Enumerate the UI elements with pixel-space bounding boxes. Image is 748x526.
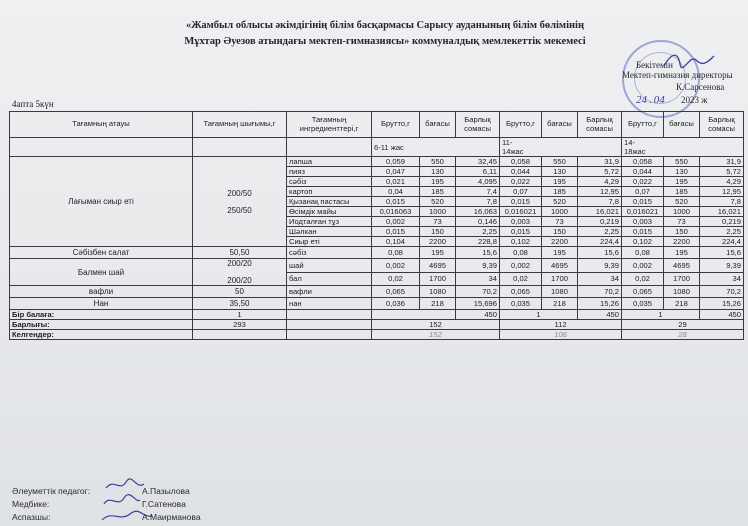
value-cell: 0,016021 bbox=[622, 207, 664, 217]
value-cell: 0,036 bbox=[372, 298, 420, 310]
value-cell: 0,08 bbox=[500, 247, 542, 259]
table-row bbox=[10, 286, 744, 298]
value-cell: 185 bbox=[664, 187, 700, 197]
summary-count: 1 bbox=[193, 310, 287, 320]
ingredient-name: Иодталған тұз bbox=[287, 217, 372, 227]
approval-day: 24 bbox=[636, 94, 647, 106]
summary-value: 112 bbox=[500, 320, 622, 330]
col-price-1: бағасы bbox=[420, 112, 456, 138]
summary-label: Келгендер: bbox=[10, 330, 193, 340]
signature-name: А.Пазылова bbox=[142, 486, 190, 496]
summary-value: 450 bbox=[456, 310, 500, 320]
col-gross-1: Брутто,г bbox=[372, 112, 420, 138]
dish-yield bbox=[193, 247, 287, 259]
value-cell: 16,021 bbox=[700, 207, 744, 217]
value-cell: 218 bbox=[542, 298, 578, 310]
summary-count: 293 bbox=[193, 320, 287, 330]
summary-total-row bbox=[10, 320, 744, 330]
value-cell: 7,8 bbox=[456, 197, 500, 207]
value-cell: 9,39 bbox=[700, 259, 744, 273]
ingredient-name: Шәлкан bbox=[287, 227, 372, 237]
value-cell: 218 bbox=[664, 298, 700, 310]
value-cell: 0,04 bbox=[372, 187, 420, 197]
value-cell: 0,003 bbox=[500, 217, 542, 227]
value-cell: 224,4 bbox=[578, 237, 622, 247]
value-cell: 195 bbox=[664, 247, 700, 259]
yield-value: 200/20 bbox=[227, 259, 252, 268]
value-cell: 1000 bbox=[420, 207, 456, 217]
summary-label: Бір балаға: bbox=[10, 310, 193, 320]
value-cell: 0,102 bbox=[500, 237, 542, 247]
value-cell: 520 bbox=[420, 197, 456, 207]
value-cell: 0,044 bbox=[622, 167, 664, 177]
value-cell: 73 bbox=[542, 217, 578, 227]
value-cell: 1700 bbox=[420, 272, 456, 286]
value-cell: 15,6 bbox=[456, 247, 500, 259]
value-cell: 6,11 bbox=[456, 167, 500, 177]
dish-name: Лағыман сиыр еті bbox=[10, 157, 193, 247]
value-cell: 16,063 bbox=[456, 207, 500, 217]
value-cell: 520 bbox=[542, 197, 578, 207]
ingredient-name: картоп bbox=[287, 187, 372, 197]
dish-yield bbox=[193, 298, 287, 310]
value-cell: 0,002 bbox=[372, 217, 420, 227]
approval-month: 04 bbox=[653, 94, 665, 106]
signature-role: Медбике: bbox=[12, 499, 50, 509]
approval-position: Мектеп-гимназия директоры bbox=[622, 70, 733, 80]
value-cell: 2,25 bbox=[700, 227, 744, 237]
summary-value: 29 bbox=[622, 320, 744, 330]
value-cell: 0,02 bbox=[372, 272, 420, 286]
value-cell: 0,035 bbox=[500, 298, 542, 310]
value-cell: 195 bbox=[664, 177, 700, 187]
value-cell: 2200 bbox=[420, 237, 456, 247]
value-cell: 16,021 bbox=[578, 207, 622, 217]
blank-cell bbox=[193, 138, 287, 157]
value-cell: 0,016063 bbox=[372, 207, 420, 217]
value-cell: 32,45 bbox=[456, 157, 500, 167]
handwritten-count: 106 bbox=[500, 330, 622, 340]
value-cell: 15,6 bbox=[578, 247, 622, 259]
yield-value: 50,50 bbox=[229, 248, 250, 257]
value-cell: 7,8 bbox=[700, 197, 744, 207]
value-cell: 4695 bbox=[664, 259, 700, 273]
value-cell: 0,015 bbox=[500, 197, 542, 207]
value-cell: 15,26 bbox=[700, 298, 744, 310]
value-cell: 1000 bbox=[664, 207, 700, 217]
value-cell: 0,065 bbox=[500, 286, 542, 298]
value-cell: 0,022 bbox=[500, 177, 542, 187]
value-cell: 0,021 bbox=[372, 177, 420, 187]
value-cell: 0,219 bbox=[700, 217, 744, 227]
yield-value: 200/50 bbox=[227, 188, 252, 198]
value-cell: 0,047 bbox=[372, 167, 420, 177]
col-price-3: бағасы bbox=[664, 112, 700, 138]
value-cell: 0,035 bbox=[622, 298, 664, 310]
summary-value: 450 bbox=[700, 310, 744, 320]
value-cell: 218 bbox=[420, 298, 456, 310]
value-cell: 0,02 bbox=[622, 272, 664, 286]
header-line-2: Мұхтар Әуезов атындағы мектеп-гимназиясы» коммуналдық мемлекеттік мекемесі bbox=[184, 36, 586, 47]
value-cell: 0,104 bbox=[372, 237, 420, 247]
col-total-3: Барлық сомасы bbox=[700, 112, 744, 138]
value-cell: 185 bbox=[420, 187, 456, 197]
yield-value: 35,50 bbox=[229, 299, 250, 308]
table-row bbox=[10, 157, 744, 167]
value-cell: 224,4 bbox=[700, 237, 744, 247]
value-cell: 520 bbox=[664, 197, 700, 207]
value-cell: 34 bbox=[578, 272, 622, 286]
blank-cell bbox=[10, 138, 193, 157]
value-cell: 130 bbox=[664, 167, 700, 177]
col-yield: Тағамның шығымы,г bbox=[193, 112, 287, 138]
value-cell: 5,72 bbox=[700, 167, 744, 177]
value-cell: 0,065 bbox=[372, 286, 420, 298]
col-gross-2: Брутто,г bbox=[500, 112, 542, 138]
age-group-label: 6-11 жас bbox=[372, 138, 500, 157]
col-price-2: бағасы bbox=[542, 112, 578, 138]
value-cell: 0,016021 bbox=[500, 207, 542, 217]
yield-value: 200/20 bbox=[227, 276, 252, 285]
menu-table bbox=[9, 111, 744, 340]
ingredient-name: сәбіз bbox=[287, 177, 372, 187]
summary-value: 450 bbox=[578, 310, 622, 320]
dish-yield bbox=[193, 259, 287, 286]
blank-cell bbox=[287, 310, 372, 320]
summary-value: 1 bbox=[500, 310, 578, 320]
value-cell: 0,015 bbox=[622, 227, 664, 237]
value-cell: 5,72 bbox=[578, 167, 622, 177]
value-cell: 0,015 bbox=[372, 227, 420, 237]
value-cell: 130 bbox=[542, 167, 578, 177]
value-cell: 195 bbox=[420, 247, 456, 259]
table-row bbox=[10, 298, 744, 310]
value-cell: 1080 bbox=[542, 286, 578, 298]
value-cell: 4,29 bbox=[578, 177, 622, 187]
value-cell: 15,26 bbox=[578, 298, 622, 310]
value-cell: 0,015 bbox=[622, 197, 664, 207]
value-cell: 15,696 bbox=[456, 298, 500, 310]
value-cell: 150 bbox=[420, 227, 456, 237]
blank-cell bbox=[287, 320, 372, 330]
table-row bbox=[10, 247, 744, 259]
value-cell: 0,102 bbox=[622, 237, 664, 247]
value-cell: 0,022 bbox=[622, 177, 664, 187]
value-cell: 31,9 bbox=[700, 157, 744, 167]
value-cell: 34 bbox=[456, 272, 500, 286]
approval-name: К.Сарсенова bbox=[676, 82, 725, 92]
approval-year: 2023 ж bbox=[681, 95, 708, 105]
blank-cell bbox=[372, 310, 456, 320]
ingredient-name: шай bbox=[287, 259, 372, 273]
value-cell: 2200 bbox=[664, 237, 700, 247]
value-cell: 0,08 bbox=[372, 247, 420, 259]
value-cell: 0,07 bbox=[500, 187, 542, 197]
director-signature bbox=[662, 50, 716, 72]
summary-arrived-row bbox=[10, 330, 744, 340]
value-cell: 4695 bbox=[420, 259, 456, 273]
value-cell: 0,02 bbox=[500, 272, 542, 286]
blank-cell bbox=[193, 330, 287, 340]
value-cell: 4,29 bbox=[700, 177, 744, 187]
yield-value: 250/50 bbox=[227, 205, 252, 215]
dish-name: Сәбізбен салат bbox=[10, 247, 193, 259]
signature-role: Аспазшы: bbox=[12, 512, 51, 522]
ingredient-name: бал bbox=[287, 272, 372, 286]
age-group-row bbox=[10, 138, 744, 157]
value-cell: 0,002 bbox=[500, 259, 542, 273]
approval-title: Бекітемін bbox=[636, 60, 673, 70]
value-cell: 2,25 bbox=[456, 227, 500, 237]
handwritten-count: 152 bbox=[372, 330, 500, 340]
dish-yield bbox=[193, 286, 287, 298]
summary-per-child-row bbox=[10, 310, 744, 320]
value-cell: 2,25 bbox=[578, 227, 622, 237]
value-cell: 195 bbox=[542, 177, 578, 187]
value-cell: 130 bbox=[420, 167, 456, 177]
value-cell: 12,95 bbox=[700, 187, 744, 197]
value-cell: 0,065 bbox=[622, 286, 664, 298]
value-cell: 550 bbox=[542, 157, 578, 167]
ingredient-name: пияз bbox=[287, 167, 372, 177]
summary-value: 152 bbox=[372, 320, 500, 330]
value-cell: 0,044 bbox=[500, 167, 542, 177]
value-cell: 4,095 bbox=[456, 177, 500, 187]
value-cell: 550 bbox=[420, 157, 456, 167]
table-row bbox=[10, 259, 744, 273]
col-dish: Тағамның атауы bbox=[10, 112, 193, 138]
value-cell: 73 bbox=[664, 217, 700, 227]
value-cell: 12,95 bbox=[578, 187, 622, 197]
value-cell: 9,39 bbox=[578, 259, 622, 273]
age-group-label: 14- 18жас bbox=[622, 138, 744, 157]
approval-date: 24 . 04 2023 ж bbox=[636, 94, 708, 106]
value-cell: 0,08 bbox=[622, 247, 664, 259]
week-day-label: 4апта 5күн bbox=[12, 99, 54, 109]
ingredient-name: сәбіз bbox=[287, 247, 372, 259]
age-group-label: 11- 14жас bbox=[500, 138, 622, 157]
value-cell: 150 bbox=[664, 227, 700, 237]
value-cell: 1700 bbox=[664, 272, 700, 286]
dish-name: Нан bbox=[10, 298, 193, 310]
value-cell: 0,002 bbox=[622, 259, 664, 273]
value-cell: 0,07 bbox=[622, 187, 664, 197]
summary-label: Барлығы: bbox=[10, 320, 193, 330]
handwritten-count: 28 bbox=[622, 330, 744, 340]
blank-cell bbox=[287, 330, 372, 340]
value-cell: 0,015 bbox=[500, 227, 542, 237]
signature-role: Әлеуметтік педагог: bbox=[12, 486, 91, 496]
value-cell: 4695 bbox=[542, 259, 578, 273]
signature-name: Г.Сатенова bbox=[142, 499, 186, 509]
ingredient-name: лапша bbox=[287, 157, 372, 167]
value-cell: 1000 bbox=[542, 207, 578, 217]
value-cell: 0,146 bbox=[456, 217, 500, 227]
value-cell: 31,9 bbox=[578, 157, 622, 167]
col-gross-3: Брутто,г bbox=[622, 112, 664, 138]
value-cell: 550 bbox=[664, 157, 700, 167]
value-cell: 0,003 bbox=[622, 217, 664, 227]
value-cell: 73 bbox=[420, 217, 456, 227]
blank-cell bbox=[287, 138, 372, 157]
value-cell: 34 bbox=[700, 272, 744, 286]
value-cell: 0,015 bbox=[372, 197, 420, 207]
value-cell: 70,2 bbox=[700, 286, 744, 298]
ingredient-name: Сиыр еті bbox=[287, 237, 372, 247]
value-cell: 195 bbox=[420, 177, 456, 187]
value-cell: 70,2 bbox=[578, 286, 622, 298]
ingredient-name: Қызанақ пастасы bbox=[287, 197, 372, 207]
dish-yield bbox=[193, 157, 287, 247]
value-cell: 1700 bbox=[542, 272, 578, 286]
value-cell: 0,002 bbox=[372, 259, 420, 273]
value-cell: 1080 bbox=[664, 286, 700, 298]
col-total-2: Барлық сомасы bbox=[578, 112, 622, 138]
value-cell: 228,8 bbox=[456, 237, 500, 247]
value-cell: 0,058 bbox=[622, 157, 664, 167]
value-cell: 0,059 bbox=[372, 157, 420, 167]
value-cell: 70,2 bbox=[456, 286, 500, 298]
value-cell: 2200 bbox=[542, 237, 578, 247]
value-cell: 185 bbox=[542, 187, 578, 197]
value-cell: 9,39 bbox=[456, 259, 500, 273]
value-cell: 7,8 bbox=[578, 197, 622, 207]
value-cell: 7,4 bbox=[456, 187, 500, 197]
ingredient-name: Өсімдік майы bbox=[287, 207, 372, 217]
col-total-1: Барлық сомасы bbox=[456, 112, 500, 138]
value-cell: 1080 bbox=[420, 286, 456, 298]
dish-name: Балмен шай bbox=[10, 259, 193, 286]
yield-value: 50 bbox=[235, 287, 244, 296]
ingredient-name: нан bbox=[287, 298, 372, 310]
value-cell: 15,6 bbox=[700, 247, 744, 259]
signature-name: А.Маирманова bbox=[142, 512, 201, 522]
value-cell: 0,058 bbox=[500, 157, 542, 167]
col-ingredient: Тағамның ингредиенттері,г bbox=[287, 112, 372, 138]
value-cell: 0,219 bbox=[578, 217, 622, 227]
value-cell: 150 bbox=[542, 227, 578, 237]
value-cell: 195 bbox=[542, 247, 578, 259]
dish-name: вафли bbox=[10, 286, 193, 298]
ingredient-name: вафли bbox=[287, 286, 372, 298]
summary-value: 1 bbox=[622, 310, 700, 320]
header-line-1: «Жамбыл облысы әкімдігінің білім басқармасы Сарысу ауданының білім бөлімінің bbox=[185, 20, 585, 31]
